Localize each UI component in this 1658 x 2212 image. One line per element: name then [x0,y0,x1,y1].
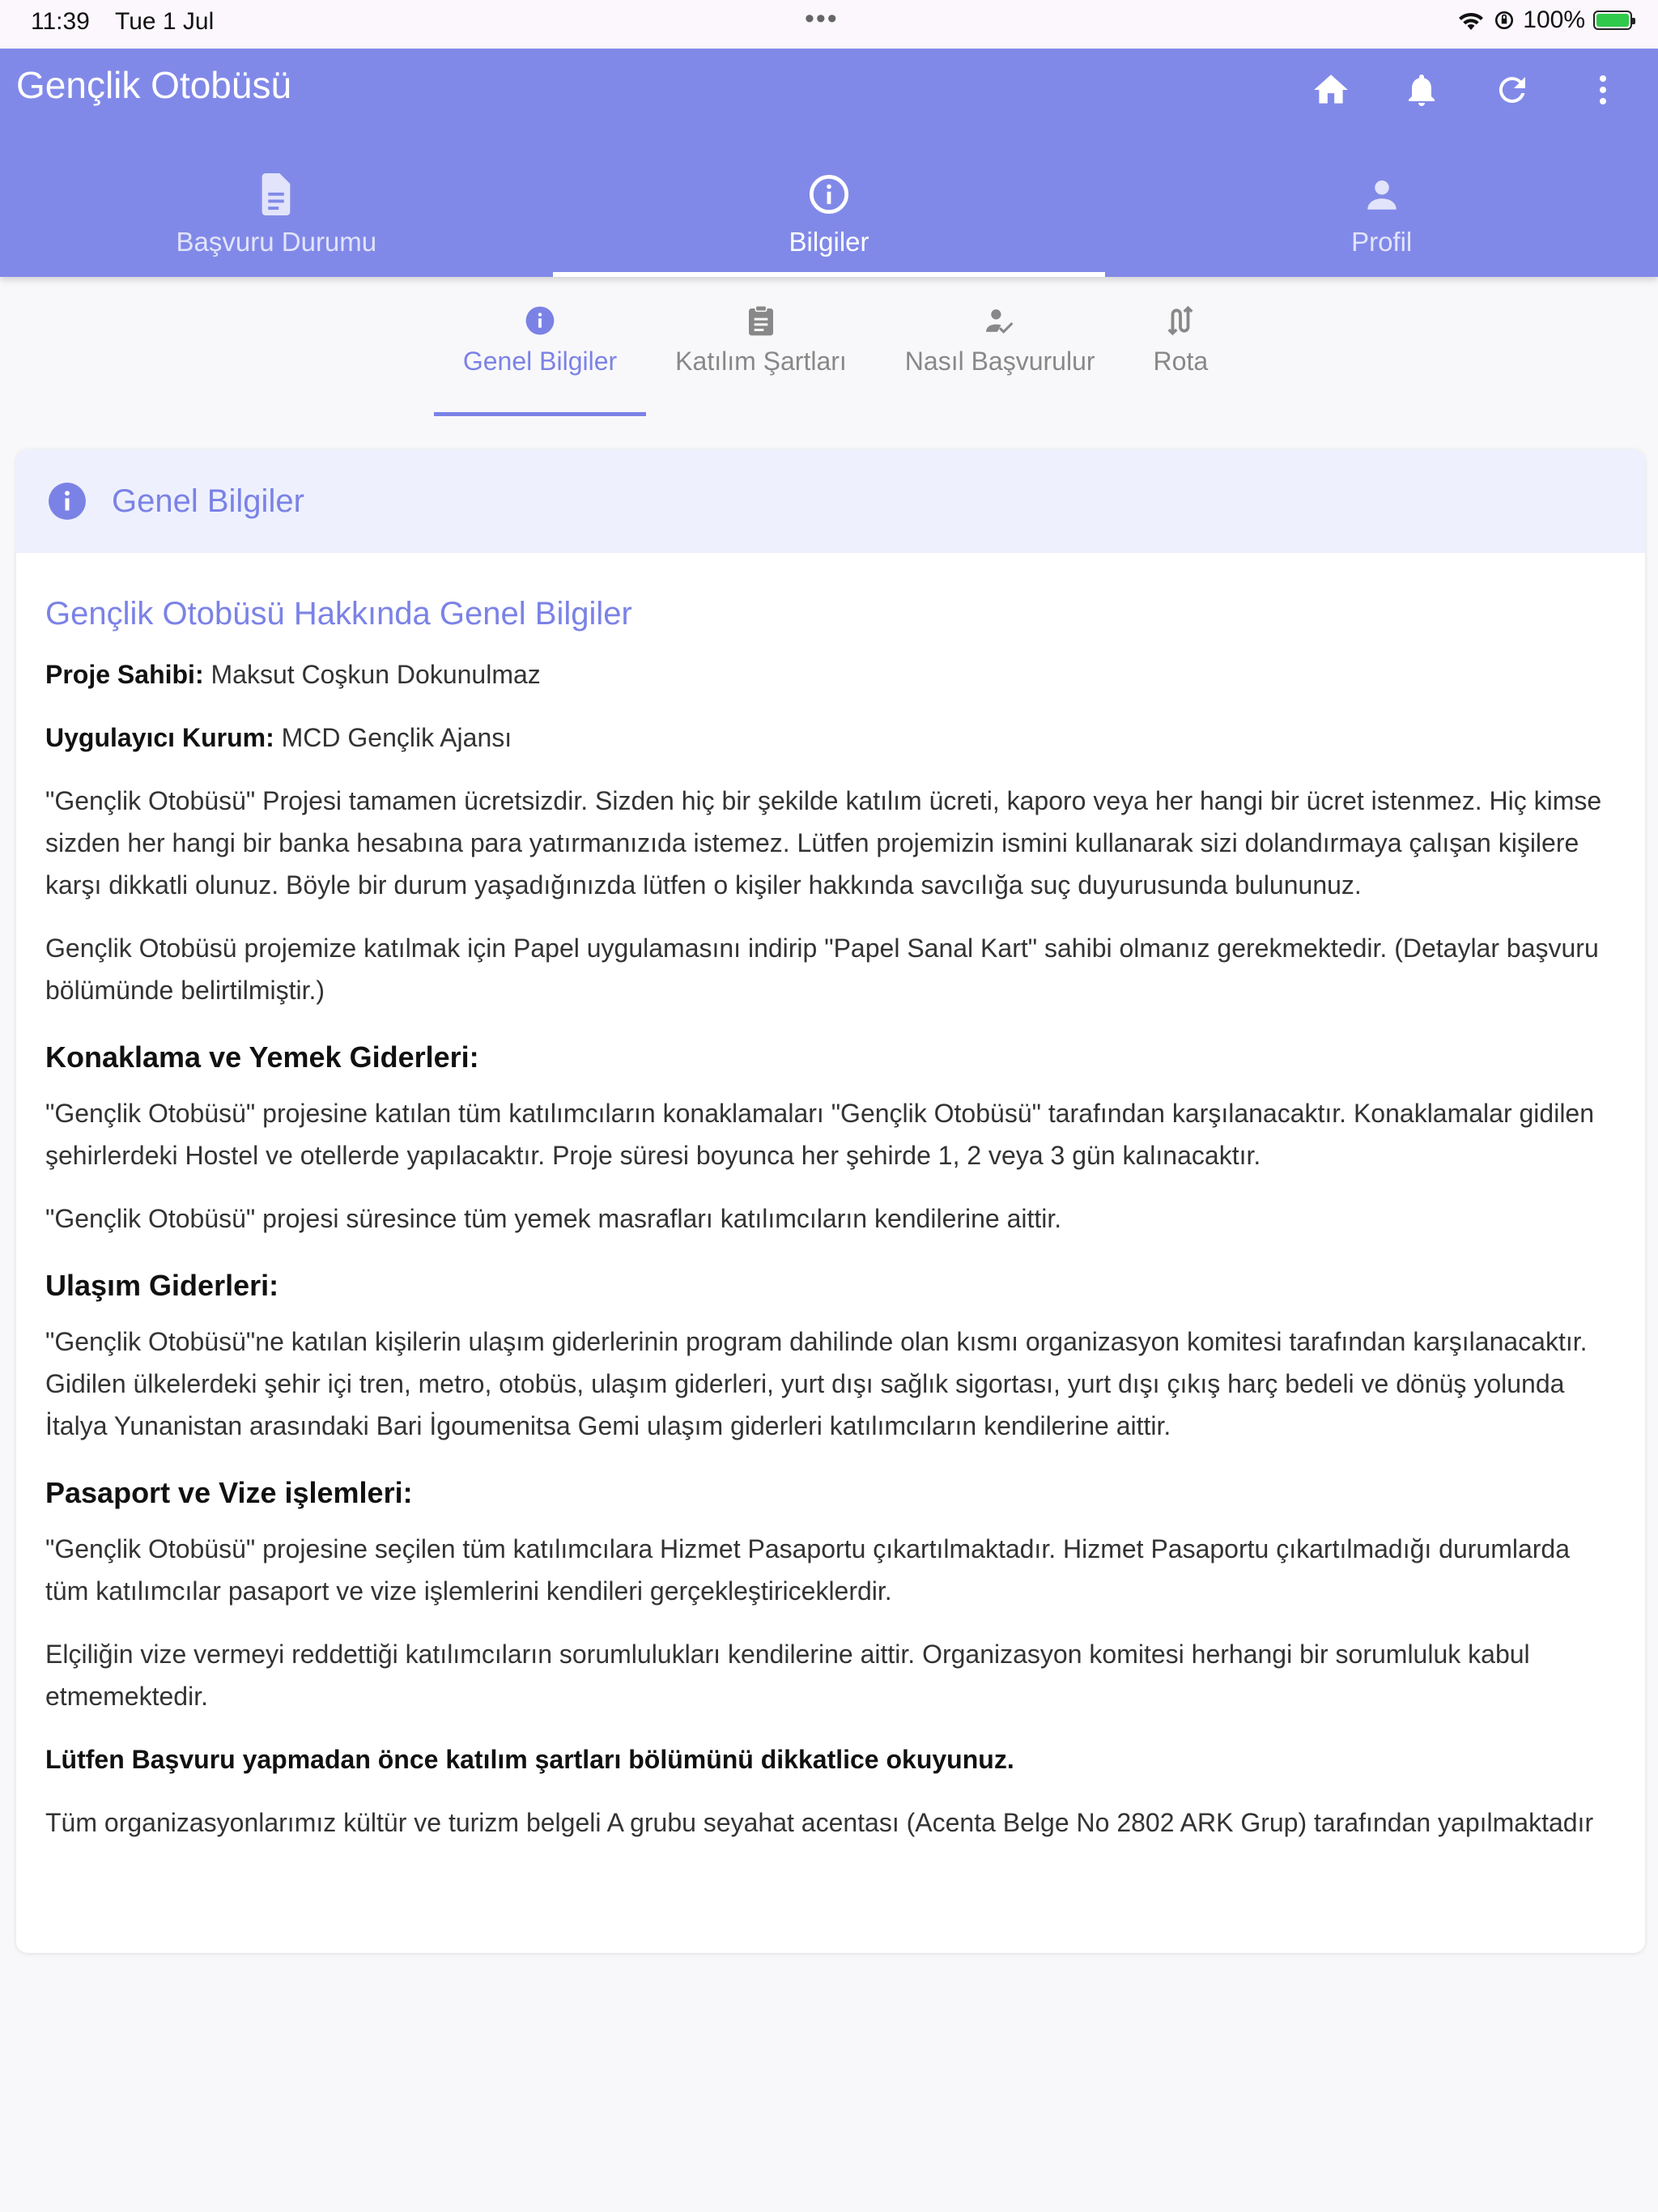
tab-label: Profil [1351,227,1413,257]
papel-paragraph: Gençlik Otobüsü projemize katılmak için Papel uygulamasını indirip "Papel Sanal Kart" sahibi olmanız gerekmektedir. (Detaylar başvuru bölümünde belirtilmiştir.) [45,934,1599,1005]
route-icon [1166,305,1195,336]
status-indicators [1456,6,1632,34]
tab-bilgiler[interactable] [553,154,1106,277]
app-actions [1286,55,1648,125]
passport-paragraph: "Gençlik Otobüsü" projesine seçilen tüm katılımcılara Hizmet Pasaportu çıkartılmaktadır. Hizmet Pasaportu çıkartılmadığı durumlarda tüm katılımcılar pasaport ve vize işlemlerini kendileri gerçekleştiriceklerdir. [45,1534,1571,1606]
clipboard-icon [746,304,776,337]
content-heading: Gençlik Otobüsü Hakkında Genel Bilgiler [45,596,632,632]
tab-profil[interactable] [1105,154,1658,277]
section-title-passport: Pasaport ve Vize işlemleri: [45,1476,413,1509]
document-icon [258,173,294,215]
sub-tabs [0,277,1658,419]
project-owner-label: Proje Sahibi: [45,660,204,689]
implementing-org-value: MCD Gençlik Ajansı [281,723,512,752]
home-button[interactable] [1286,55,1376,125]
section-title-transport: Ulaşım Giderleri: [45,1269,279,1302]
refresh-button[interactable] [1467,55,1558,125]
subtab-label: Nasıl Başvurulur [904,347,1095,376]
home-icon [1311,70,1351,110]
multitasking-dots-icon[interactable]: ••• [805,3,839,34]
card-header-title: Genel Bilgiler [112,483,304,519]
tab-label: Bilgiler [789,227,869,257]
card-body [16,553,1645,1844]
refresh-icon [1493,70,1532,109]
free-notice-paragraph: "Gençlik Otobüsü" Projesi tamamen ücretsizdir. Sizden hiç bir şekilde katılım ücreti, kaporo veya her hangi bir ücret istenmez. Hiç kimse sizden her hangi bir banka hesabına para yatırmanızıda istemez. Lütfen projemizin ismini kullanarak sizi dolandırmaya çalışan kişilere karşı dikkatli olunuz. Böyle bir durum yaşadığınızda lütfen o kişiler hakkında savcılığa suç duyurusunda bulununuz. [45,786,1602,900]
subtab-nasil-basvurulur[interactable] [876,277,1124,419]
subtab-genel-bilgiler[interactable] [434,277,646,419]
person-check-icon [984,306,1016,335]
battery-percent: 100% [1523,6,1585,33]
card-header [16,449,1645,553]
subtab-katilim-sartlari[interactable] [646,277,876,419]
orientation-lock-icon [1494,10,1515,31]
main-tabs [0,154,1658,277]
tab-label: Başvuru Durumu [176,227,377,257]
more-vert-icon [1584,70,1622,109]
app-title: Gençlik Otobüsü [16,64,292,106]
implementing-org [45,717,1616,759]
battery-icon [1593,11,1632,30]
status-bar [0,0,1658,49]
section-title-accommodation: Konaklama ve Yemek Giderleri: [45,1040,479,1074]
implementing-org-label: Uygulayıcı Kurum: [45,723,274,752]
agency-paragraph: Tüm organizasyonlarımız kültür ve turizm belgeli A grubu seyahat acentası (Acenta Belge No 2802 ARK Grup) tarafından yapılmaktadır [45,1808,1594,1837]
meal-paragraph: "Gençlik Otobüsü" projesi süresince tüm yemek masrafları katılımcıların kendilerine aittir. [45,1204,1062,1233]
info-icon [47,481,87,521]
more-options-button[interactable] [1558,55,1648,125]
project-owner-value: Maksut Coşkun Dokunulmaz [210,660,541,689]
accommodation-paragraph: "Gençlik Otobüsü" projesine katılan tüm katılımcıların konaklamaları "Gençlik Otobüsü" tarafından karşılanacaktır. Konaklamalar gidilen şehirlerdeki Hostel ve otellerde yapılacaktır. Proje süresi boyunca her şehirde 1, 2 veya 3 gün kalınacaktır. [45,1099,1595,1170]
project-owner [45,653,1616,696]
subtab-rota[interactable] [1124,277,1238,419]
read-conditions-notice: Lütfen Başvuru yapmadan önce katılım şartları bölümünü dikkatlice okuyunuz. [45,1745,1014,1774]
tab-basvuru-durumu[interactable] [0,154,553,277]
info-icon [525,305,555,336]
wifi-icon [1456,9,1486,32]
info-outline-icon [808,173,850,215]
person-icon [1362,174,1402,215]
bell-icon [1402,70,1441,110]
status-time: 11:39 [31,8,90,35]
app-bar [0,49,1658,277]
visa-paragraph: Elçiliğin vize vermeyi reddettiği katılımcıların sorumlulukları kendilerine aittir. Organizasyon komitesi herhangi bir sorumluluk kabul etmemektedir. [45,1640,1530,1711]
subtab-label: Rota [1153,347,1209,376]
info-card [16,449,1645,1953]
subtab-label: Genel Bilgiler [462,347,618,376]
status-date: Tue 1 Jul [115,8,215,35]
subtab-label: Katılım Şartları [675,347,847,376]
transport-paragraph: "Gençlik Otobüsü"ne katılan kişilerin ulaşım giderlerinin program dahilinde olan kısmı organizasyon komitesi tarafından karşılanacaktır. Gidilen ülkelerdeki şehir içi tren, metro, otobüs, ulaşım giderleri, yurt dışı sağlık sigortası, yurt dışı çıkış harç bedeli ve dönüş yolunda İtalya Yunanistan arasındaki Bari İgoumenitsa Gemi ulaşım giderleri katılımcıların kendilerine aittir. [45,1327,1588,1440]
notifications-button[interactable] [1376,55,1467,125]
